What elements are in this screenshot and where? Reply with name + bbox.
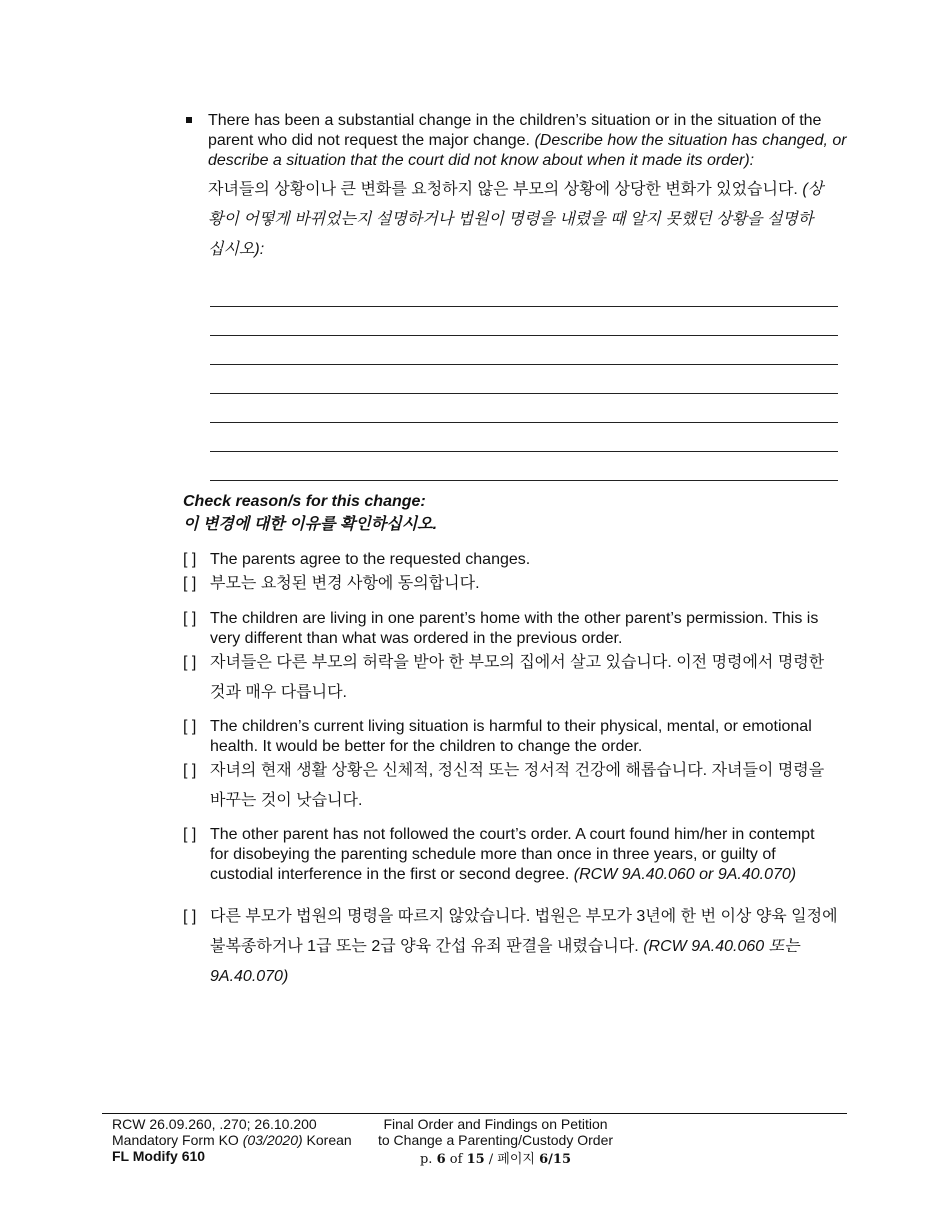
page-of: of [449, 1152, 463, 1167]
intro-korean-text: 자녀들의 상황이나 큰 변화를 요청하지 않은 부모의 상황에 상당한 변화가 있었습니다. [208, 181, 798, 198]
footer-form-id: FL Modify 610 [112, 1148, 206, 1164]
reasons-heading-korean: 이 변경에 대한 이유를 확인하십시오. [183, 516, 438, 533]
checkbox-reason-2-korean[interactable]: [ ] [183, 654, 197, 671]
footer-mandatory-language: Korean [306, 1132, 352, 1148]
writing-line[interactable] [210, 335, 838, 336]
page-current: 6 [436, 1152, 446, 1167]
reason-3-english: The children’s current living situation is harmful to their physical, mental, or emotional health. It would be better for the children to change the order. [210, 718, 812, 755]
checkbox-reason-1-korean[interactable]: [ ] [183, 575, 197, 592]
page-total: 15 [466, 1152, 485, 1167]
reason-2-english: The children are living in one parent’s home with the other parent’s permission. This is very different than what was ordered in the previous order. [210, 610, 819, 647]
footer-rule [102, 1113, 847, 1114]
intro-korean-instruction: (상황이 어떻게 바뀌었는지 설명하거나 법원이 명령을 내렸을 때 알지 못했던 상황을 설명하십시오): [208, 181, 824, 258]
writing-line[interactable] [210, 422, 838, 423]
intro-english-instruction: (Describe how the situation has changed, or describe a situation that the court did not know about when it made its order): [208, 132, 847, 169]
footer-mandatory-date: (03/2020) [242, 1132, 303, 1148]
footer-left [112, 1116, 372, 1164]
reason-4-korean [210, 902, 845, 992]
footer-title-line-1: Final Order and Findings on Petition [383, 1116, 608, 1132]
reason-2-korean: 자녀들은 다른 부모의 허락을 받아 한 부모의 집에서 살고 있습니다. 이전 명령에서 명령한 것과 매우 다릅니다. [210, 654, 825, 701]
intro-korean [208, 175, 828, 265]
writing-line[interactable] [210, 364, 838, 365]
reason-4-korean-citation: (RCW 9A.40.060 또는 9A.40.070) [210, 938, 800, 985]
writing-line[interactable] [210, 480, 838, 481]
reason-4-english-citation: (RCW 9A.40.060 or 9A.40.070) [573, 866, 797, 883]
reason-1-english: The parents agree to the requested changes. [210, 551, 531, 568]
intro-english-text: There has been a substantial change in the children’s situation or in the situation of the parent who did not request the major change. [208, 112, 822, 149]
reason-4-english [210, 825, 825, 885]
writing-line[interactable] [210, 306, 838, 307]
intro-english [208, 111, 848, 171]
page-korean-number: 6/15 [539, 1152, 572, 1167]
checkbox-reason-1-english[interactable]: [ ] [183, 551, 197, 568]
footer-center [368, 1116, 623, 1168]
reason-4-english-text: The other parent has not followed the court’s order. A court found him/her in contempt for disobeying the parenting schedule more than once in three years, or guilty of custodial interference in the first or second degree. [210, 826, 815, 883]
footer-page-number [368, 1152, 623, 1168]
checkbox-reason-3-english[interactable]: [ ] [183, 718, 197, 735]
reason-1-korean: 부모는 요청된 변경 사항에 동의합니다. [210, 575, 480, 592]
checkbox-reason-3-korean[interactable]: [ ] [183, 762, 197, 779]
reason-4-korean-text: 다른 부모가 법원의 명령을 따르지 않았습니다. 법원은 부모가 3년에 한 번 이상 양육 일정에 불복종하거나 1급 또는 2급 양육 간섭 유죄 판결을 내렸습니다. [210, 908, 838, 955]
bullet-marker [186, 117, 192, 123]
page-prefix: p. [419, 1152, 433, 1167]
footer-statute: RCW 26.09.260, .270; 26.10.200 [112, 1116, 317, 1132]
reason-3-korean: 자녀의 현재 생활 상황은 신체적, 정신적 또는 정서적 건강에 해롭습니다. 자녀들이 명령을 바꾸는 것이 낫습니다. [210, 762, 825, 809]
reasons-heading-english: Check reason/s for this change: [183, 493, 426, 510]
intro-statement [208, 111, 848, 265]
writing-line[interactable] [210, 451, 838, 452]
writing-line[interactable] [210, 393, 838, 394]
footer-title-line-2: to Change a Parenting/Custody Order [377, 1132, 614, 1148]
checkbox-reason-2-english[interactable]: [ ] [183, 610, 197, 627]
checkbox-reason-4-english[interactable]: [ ] [183, 826, 197, 843]
page-korean-label: / 페이지 [488, 1152, 535, 1167]
checkbox-reason-4-korean[interactable]: [ ] [183, 908, 197, 925]
footer-mandatory-prefix: Mandatory Form KO [112, 1132, 239, 1148]
footer-mandatory-form [112, 1132, 372, 1148]
